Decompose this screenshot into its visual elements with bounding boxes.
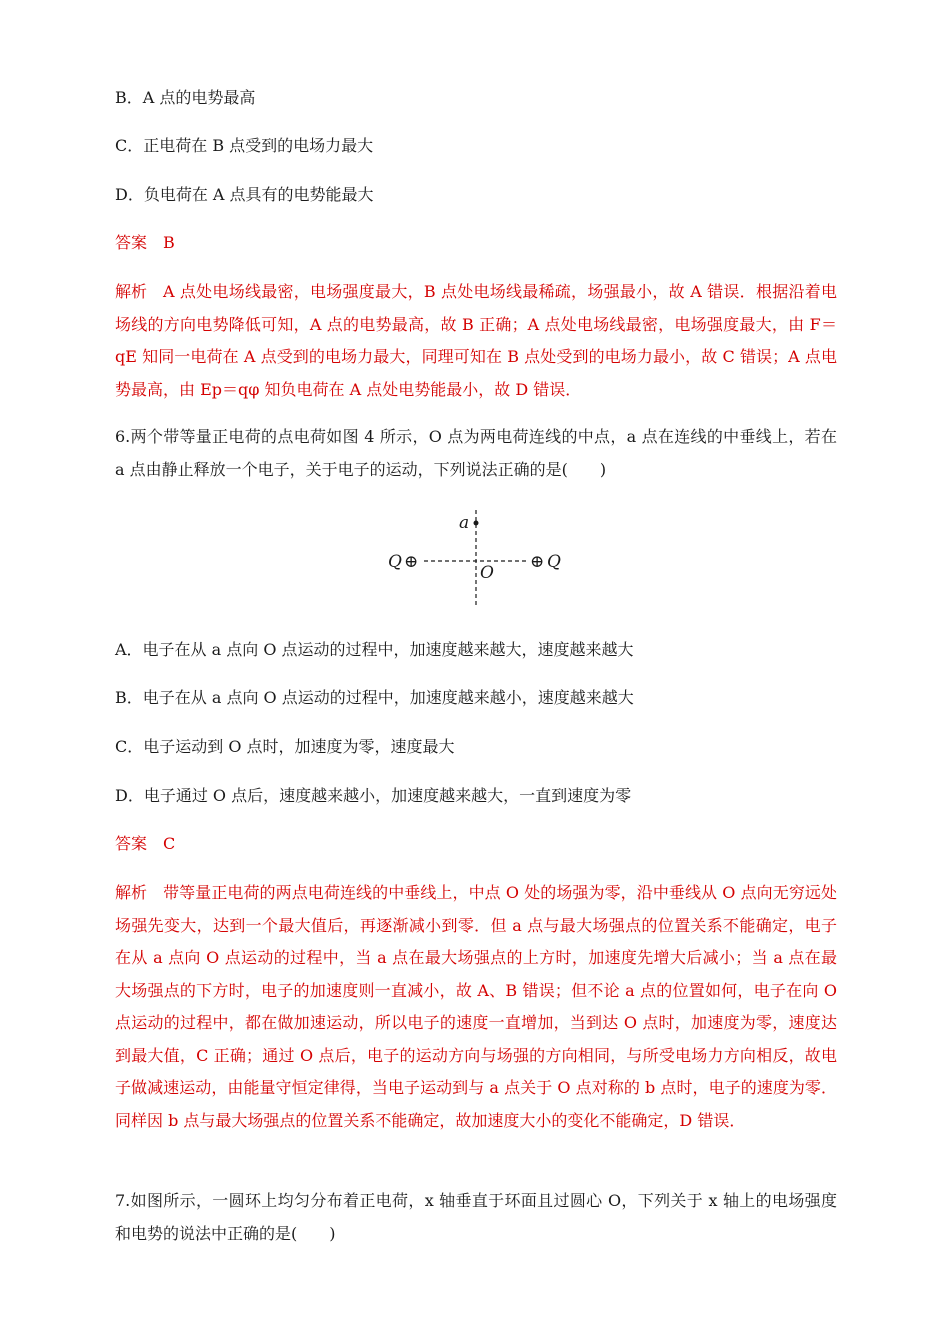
q5-answer xyxy=(115,231,175,255)
analysis-text: 带等量正电荷的两点电荷连线的中垂线上，中点 O 处的场强为零，沿中垂线从 O 点向无穷远处场强先变大，达到一个最大值后，再逐渐减小到零．但 a 点与最大场强点的位置关系不能确定，电子在从 a 点向 O 点运动的过程中，当 a 点在最大场强点的上方时，加速度先增大后减小；当 a 点在最大场强点的下方时，电子的加速度则一直减小，故 A、B 错误；但不论 a 点的位置如何，电子在向 O 点运动的过程中，都在做加速运动，所以电子的速度一直增加，当到达 O 点时，加速度为零，速度达到最大值，C 正确；通过 O 点后，电子的运动方向与场强的方向相同，与所受电场力方向相反，故电子做减速运动，由能量守恒定律得，当电子运动到与 a 点关于 O 点对称的 b 点时，电子的速度为零．同样因 b 点与最大场强点的位置关系不能确定，故加速度大小的变化不能确定，D 错误． xyxy=(115,883,837,1130)
label-o: O xyxy=(480,563,494,583)
q6-answer xyxy=(115,832,175,856)
q7-stem: 7.如图所示，一圆环上均匀分布着正电荷，x 轴垂直于环面且过圆心 O，下列关于 x 轴上的电场强度和电势的说法中正确的是( ) xyxy=(115,1191,837,1243)
q6-option-d: D．电子通过 O 点后，速度越来越小，加速度越来越大，一直到速度为零 xyxy=(115,786,632,805)
label-q-right: Q xyxy=(547,552,561,572)
q5-option-d: D．负电荷在 A 点具有的电势能最大 xyxy=(115,185,374,204)
q6-option-a: A．电子在从 a 点向 O 点运动的过程中，加速度越来越大，速度越来越大 xyxy=(115,640,634,659)
analysis-label: 解析 xyxy=(115,282,148,301)
answer-label: 答案 xyxy=(115,834,148,853)
answer-value: B xyxy=(163,233,175,252)
analysis-text: A 点处电场线最密，电场强度最大，B 点处电场线最稀疏，场强最小，故 A 错误．根据沿着电场线的方向电势降低可知，A 点的电势最高，故 B 正确；A 点处电场线最密，电场强度最大，由 F＝qE 知同一电荷在 A 点受到的电场力最大，同理可知在 B 点处受到的电场力最小，故 C 错误；A 点电势最高，由 Ep＝qφ 知负电荷在 A 点处电势能最小，故 D 错误． xyxy=(115,282,837,399)
positive-charge-left-icon: ⊕ xyxy=(404,552,419,572)
q6-option-c: C．电子运动到 O 点时，加速度为零，速度最大 xyxy=(115,737,455,756)
q5-option-c: C．正电荷在 B 点受到的电场力最大 xyxy=(115,136,374,155)
point-a-dot xyxy=(474,521,479,526)
q5-option-b: B．A 点的电势最高 xyxy=(115,88,256,107)
label-q-left: Q xyxy=(388,552,402,572)
q5-analysis xyxy=(115,276,837,406)
positive-charge-right-icon: ⊕ xyxy=(530,552,545,572)
q6-analysis xyxy=(115,877,837,1137)
q6-option-b: B．电子在从 a 点向 O 点运动的过程中，加速度越来越小，速度越来越大 xyxy=(115,688,634,707)
analysis-label: 解析 xyxy=(115,883,148,902)
q6-stem: 6.两个带等量正电荷的点电荷如图 4 所示，O 点为两电荷连线的中点，a 点在连线的中垂线上，若在 a 点由静止释放一个电子，关于电子的运动，下列说法正确的是( ) xyxy=(115,427,837,479)
label-a: a xyxy=(459,513,470,533)
two-charges-figure xyxy=(380,505,580,610)
answer-value: C xyxy=(163,834,176,853)
answer-label: 答案 xyxy=(115,233,148,252)
